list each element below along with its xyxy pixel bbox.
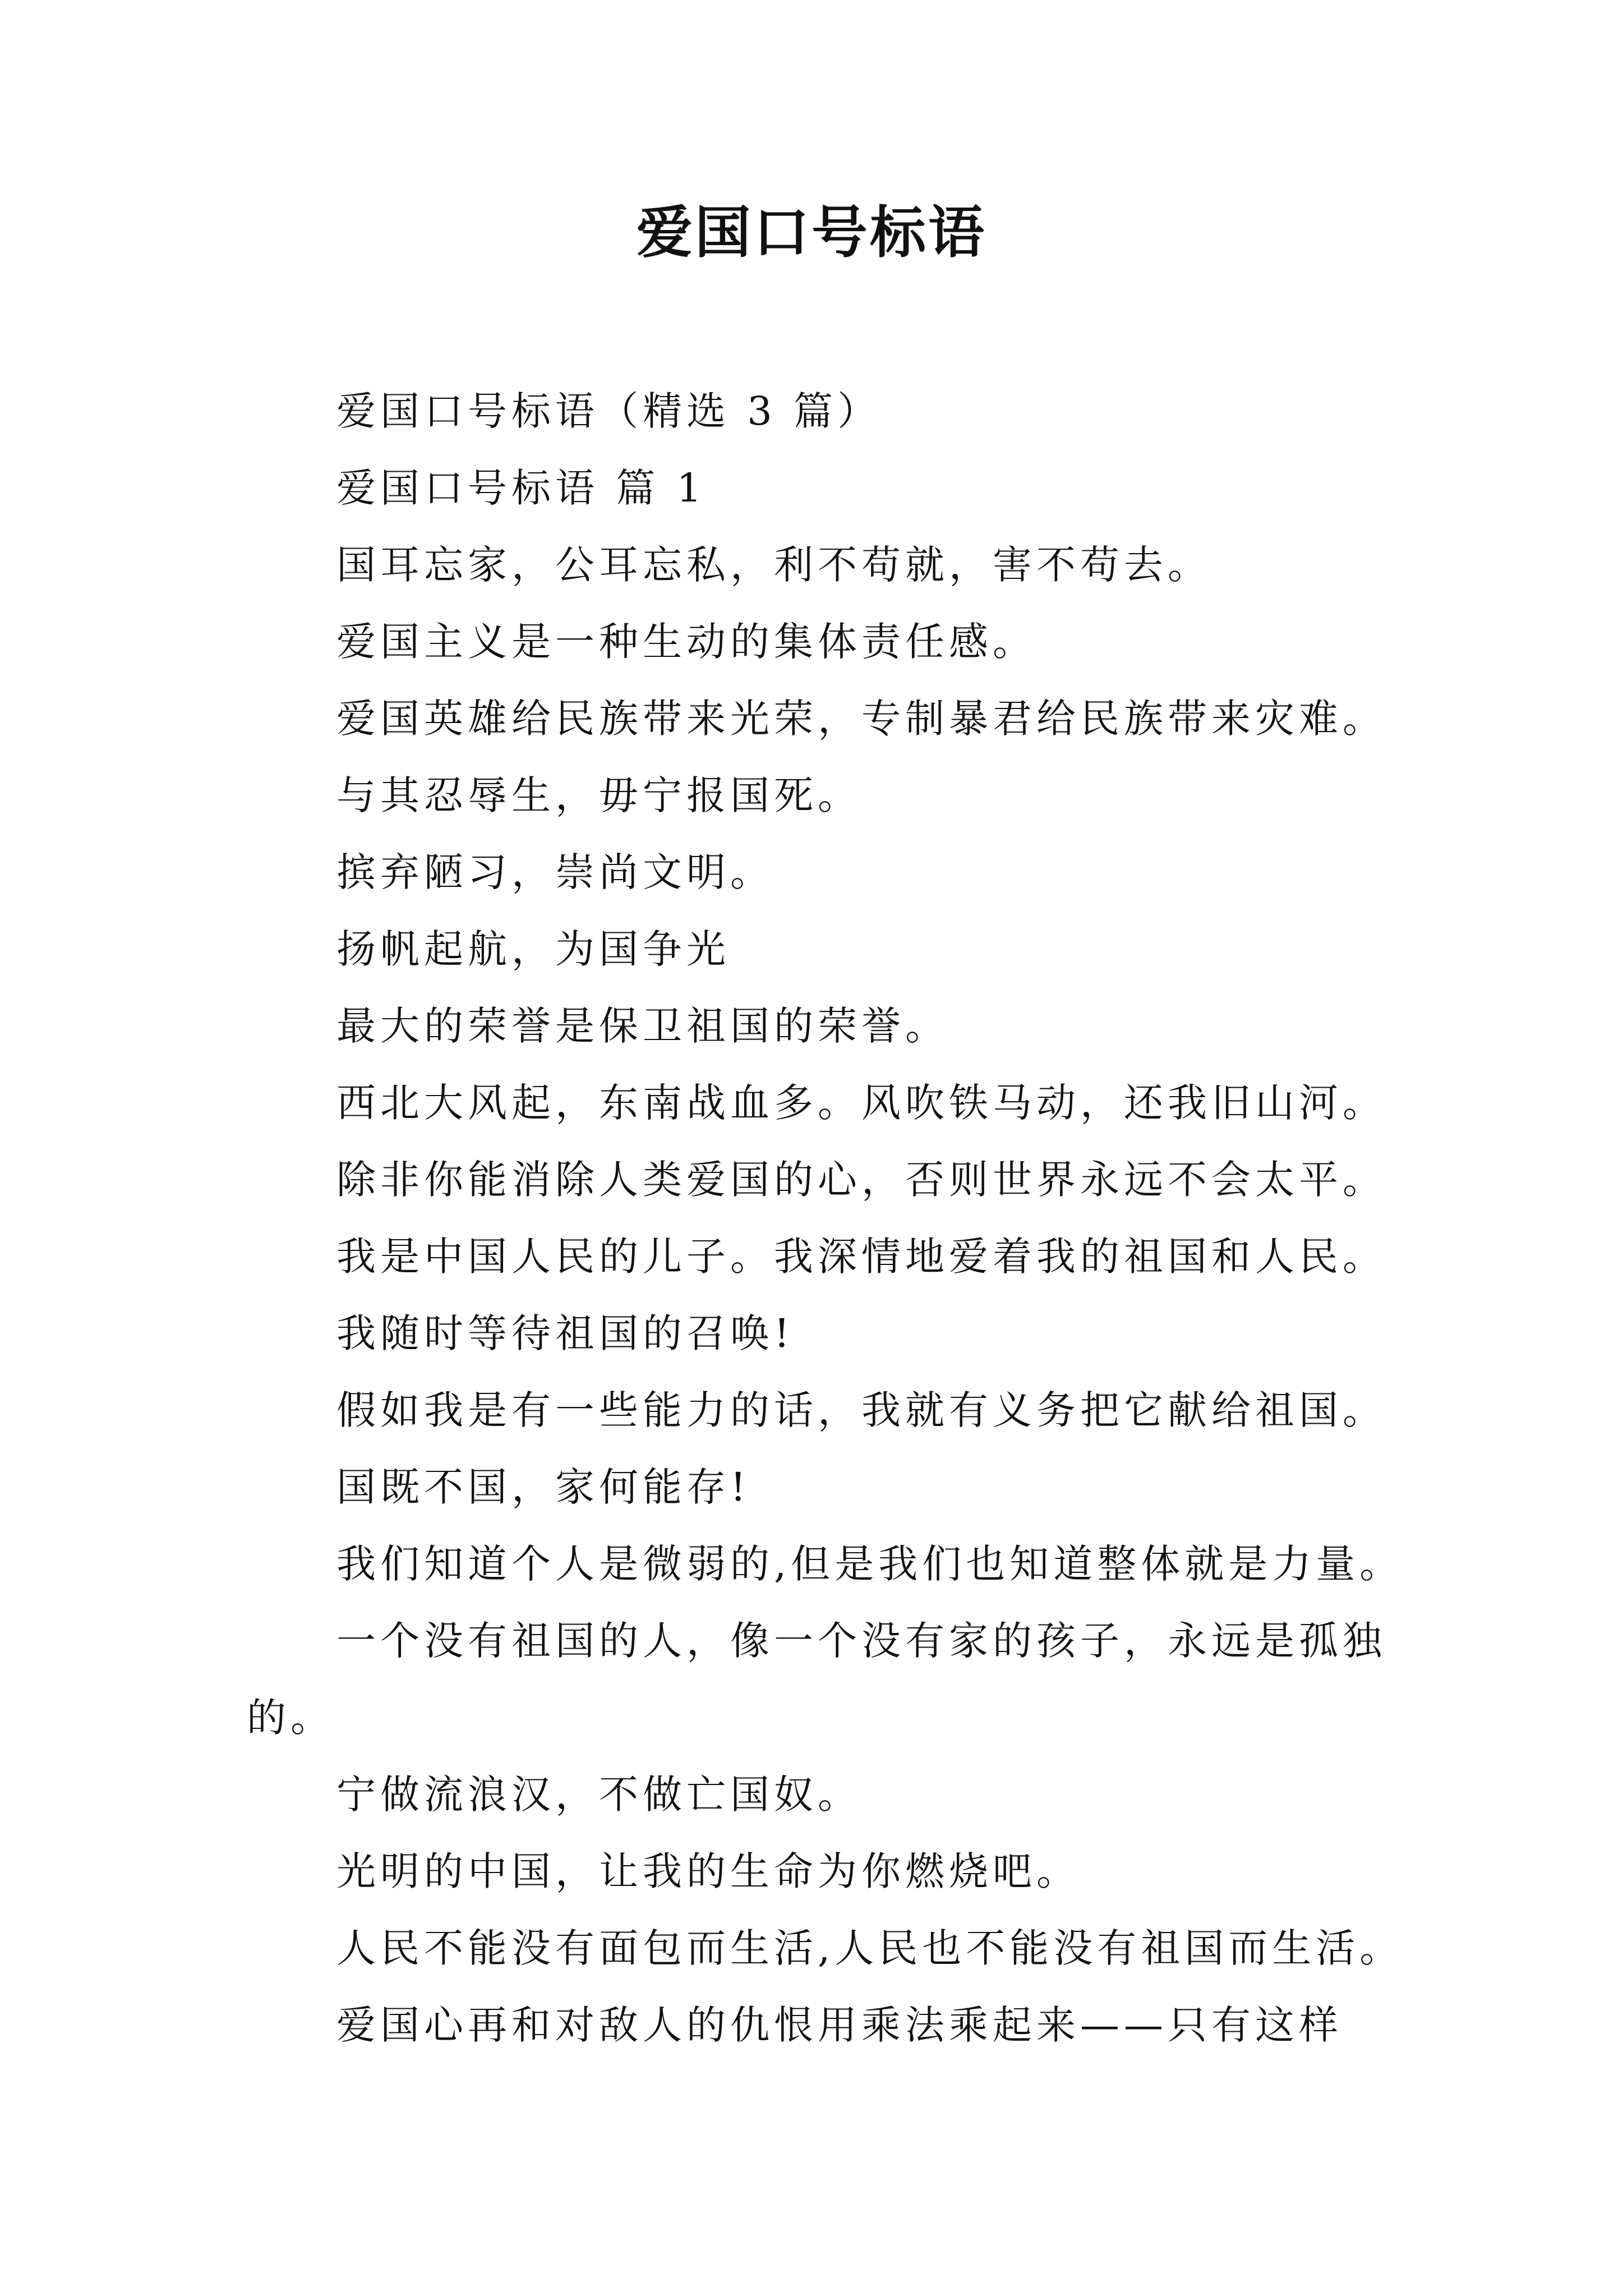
document-title: 爱国口号标语 bbox=[637, 200, 986, 265]
paragraph-line: 我随时等待祖国的召唤! bbox=[336, 1310, 795, 1356]
paragraph-line: 一个没有祖国的人，像一个没有家的孩子，永远是孤独 bbox=[336, 1617, 1386, 1664]
paragraph-line: 我们知道个人是微弱的,但是我们也知道整体就是力量。 bbox=[336, 1540, 1404, 1587]
paragraph-line: 扬帆起航，为国争光 bbox=[336, 926, 730, 972]
paragraph-line: 国耳忘家，公耳忘私，利不苟就，害不苟去。 bbox=[336, 541, 1211, 588]
paragraph-line: 摈弃陋习，崇尚文明。 bbox=[336, 849, 774, 895]
paragraph-line: 宁做流浪汉，不做亡国奴。 bbox=[336, 1771, 861, 1818]
paragraph-line: 爱国口号标语 篇 1 bbox=[336, 464, 707, 511]
paragraph-line: 爱国口号标语（精选 3 篇） bbox=[336, 388, 882, 434]
paragraph-line: 与其忍辱生，毋宁报国死。 bbox=[336, 772, 861, 818]
paragraph-line: 人民不能没有面包而生活,人民也不能没有祖国而生活。 bbox=[336, 1925, 1404, 1971]
paragraph-line: 除非你能消除人类爱国的心，否则世界永远不会太平。 bbox=[336, 1156, 1386, 1203]
paragraph-line: 爱国英雄给民族带来光荣，专制暴君给民族带来灾难。 bbox=[336, 695, 1386, 742]
paragraph-line: 爱国主义是一种生动的集体责任感。 bbox=[336, 618, 1036, 665]
paragraph-line: 爱国心再和对敌人的仇恨用乘法乘起来——只有这样 bbox=[336, 2001, 1343, 2048]
paragraph-line: 我是中国人民的儿子。我深情地爱着我的祖国和人民。 bbox=[336, 1233, 1386, 1280]
paragraph-line: 国既不国，家何能存! bbox=[336, 1464, 751, 1510]
document-body bbox=[247, 372, 1404, 2063]
paragraph-line-continuation: 的。 bbox=[247, 1694, 334, 1741]
paragraph-line: 最大的荣誉是保卫祖国的荣誉。 bbox=[336, 1002, 949, 1049]
paragraph-line: 西北大风起，东南战血多。风吹铁马动，还我旧山河。 bbox=[336, 1079, 1386, 1126]
paragraph-line: 假如我是有一些能力的话，我就有义务把它献给祖国。 bbox=[336, 1387, 1386, 1433]
paragraph-line: 光明的中国，让我的生命为你燃烧吧。 bbox=[336, 1848, 1080, 1894]
